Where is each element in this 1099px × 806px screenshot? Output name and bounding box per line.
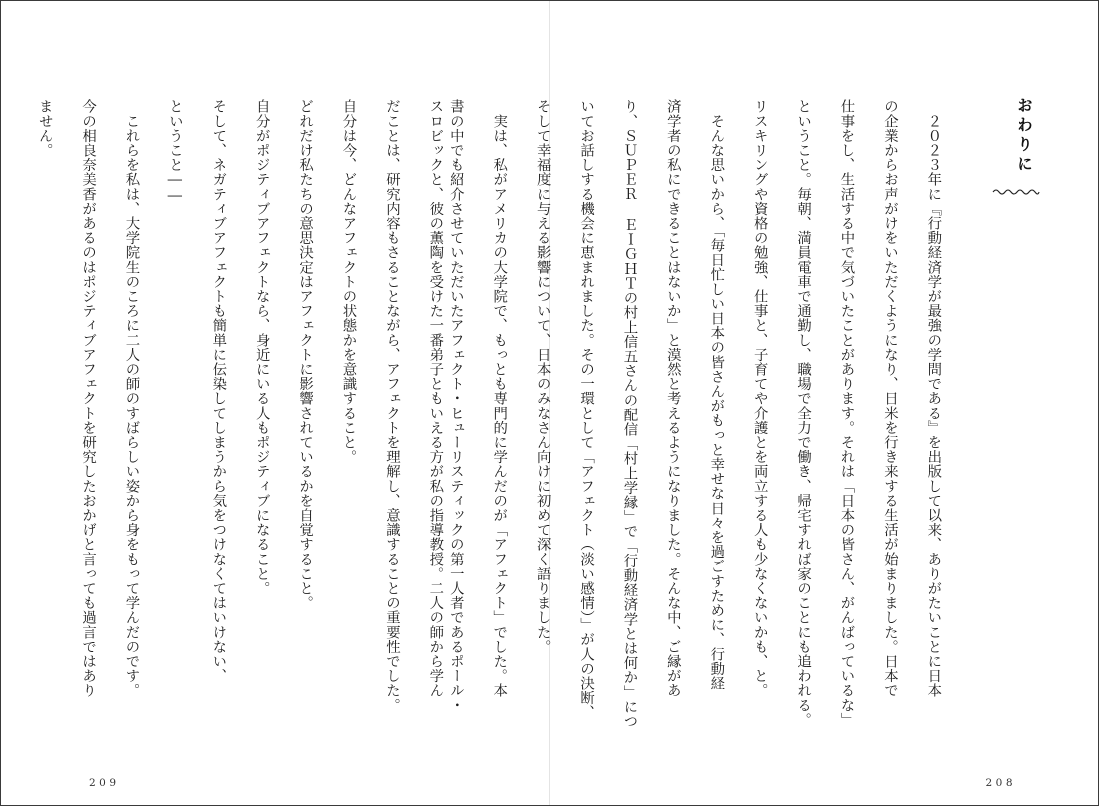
body-line: 今の相良奈美香があるのはポジティブアフェクトを研究したおかげと言っても過言ではあり xyxy=(80,99,97,698)
body-line: ません。 xyxy=(36,99,53,158)
body-line: 済学者の私にできることはないか」と漠然と考えるようになりました。そんな中、ご縁があ xyxy=(664,99,681,698)
body-line: いてお話しする機会に恵まれました。その一環として「アフェクト（淡い感情）」が人の決断、 xyxy=(578,99,595,720)
body-line: り、ＳＵＰＥＲ ＥＩＧＨＴの村上信五さんの配信「村上学縁」で「行動経済学とは何か」につ xyxy=(621,99,638,729)
chapter-heading: おわりに xyxy=(1015,97,1034,175)
wavy-underline-ornament xyxy=(992,187,1040,197)
body-line: そして、ネガティブアフェクトも簡単に伝染してしまうから気をつけなくてはいけない、 xyxy=(210,99,227,683)
body-line: の企業からお声がけをいただくようになり、日米を行き来する生活が始まりました。日本で xyxy=(881,99,898,698)
page-number-left: 209 xyxy=(89,777,120,789)
body-line: だことは、研究内容もさることながら、アフェクトを理解し、意識することの重要性でした。 xyxy=(383,99,400,713)
body-line: リスキリングや資格の勉強、仕事と、子育てや介護とを両立する人も少なくないかも、と。 xyxy=(751,99,768,698)
body-line: そして幸福度に与える影響について、日本のみなさん向けに初めて深く語りました。 xyxy=(534,99,551,654)
body-line: 仕事をし、生活する中で気づいたことがあります。それは「日本の皆さん、がんばっているな」 xyxy=(838,99,855,727)
body-line: 自分は今、どんなアフェクトの状態かを意識すること。 xyxy=(340,99,357,464)
body-line: 自分がポジティブアフェクトなら、身近にいる人もポジティブになること。 xyxy=(253,99,270,596)
right-page-body xyxy=(444,99,965,739)
body-line: 書の中でも紹介させていただいたアフェクト・ヒューリスティックの第一人者であるポール・ xyxy=(447,99,464,713)
body-line xyxy=(0,99,9,114)
body-line: ということ。毎朝、満員電車で通勤し、職場で全力で働き、帰宅すれば家のことにも追われる。 xyxy=(795,99,812,727)
body-line: ２０２３年に『行動経済学が最強の学問である』を出版して以来、ありがたいことに日本 xyxy=(925,99,942,698)
body-line: ということ―― xyxy=(166,99,183,205)
right-page xyxy=(447,1,1098,805)
body-line: そんな思いから、「毎日忙しい日本の皆さんがもっと幸せな日々を過ごすために、行動経 xyxy=(708,99,725,691)
body-line: スロビックと、彼の薫陶を受けた一番弟子ともいえる方が私の指導教授。二人の師から学ん xyxy=(427,99,444,698)
left-page-body xyxy=(0,99,467,739)
body-line: これらを私は、大学院生のころに二人の師のすばらしい姿から身をもって学んだのです。 xyxy=(123,99,140,698)
page-number-right: 208 xyxy=(985,777,1016,789)
body-line: どれだけ私たちの意思決定はアフェクトに影響されているかを自覚すること。 xyxy=(297,99,314,610)
body-line: 実は、私がアメリカの大学院で、もっとも専門的に学んだのが「アフェクト」でした。本 xyxy=(491,99,508,698)
